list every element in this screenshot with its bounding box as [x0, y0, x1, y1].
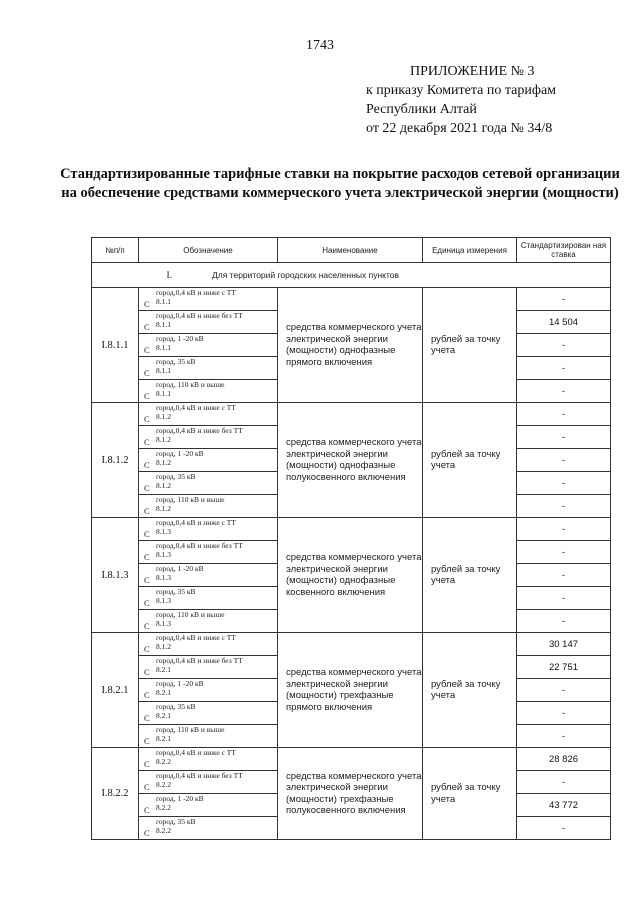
designation-sub: 8.1.2	[156, 481, 171, 490]
designation-text: город,0,4 кВ и ниже без ТТ	[156, 656, 243, 665]
designation-c: С	[144, 299, 150, 309]
designation-cell	[139, 426, 278, 449]
designation-sub: 8.2.1	[156, 734, 171, 743]
designation-cell	[139, 748, 278, 771]
group-unit: рублей за точку учета	[423, 633, 517, 748]
table-row	[92, 518, 611, 541]
designation-cell	[139, 656, 278, 679]
designation-text: город, 1 -20 кВ	[156, 679, 204, 688]
designation-c: С	[144, 552, 150, 562]
group-name: средства коммерческого учета электрической энергии (мощности) трехфазные прямого включения	[278, 633, 423, 748]
designation-c: С	[144, 713, 150, 723]
header-unit: Единица измерения	[423, 238, 517, 263]
designation-text: город,0,4 кВ и ниже с ТТ	[156, 748, 236, 757]
designation-text: город,0,4 кВ и ниже без ТТ	[156, 541, 243, 550]
table-header-row	[92, 238, 611, 263]
section-number: I.	[166, 270, 172, 281]
header-name: Наименование	[278, 238, 423, 263]
designation-c: С	[144, 322, 150, 332]
designation-sub: 8.2.2	[156, 803, 171, 812]
designation-sub: 8.1.1	[156, 297, 171, 306]
rate-cell: -	[517, 357, 611, 380]
designation-text: город, 35 кВ	[156, 817, 196, 826]
document-title: Стандартизированные тарифные ставки на покрытие расходов сетевой организации на обеспечение средствами коммерческого учета электрической энергии (мощности)	[60, 166, 620, 201]
designation-sub: 8.1.1	[156, 389, 171, 398]
rate-cell: 28 826	[517, 748, 611, 771]
designation-sub: 8.1.3	[156, 619, 171, 628]
designation-sub: 8.1.3	[156, 596, 171, 605]
designation-sub: 8.1.2	[156, 642, 171, 651]
group-unit: рублей за точку учета	[423, 748, 517, 840]
rate-cell: -	[517, 495, 611, 518]
rate-cell: -	[517, 564, 611, 587]
designation-text: город,0,4 кВ и ниже без ТТ	[156, 311, 243, 320]
group-name: средства коммерческого учета электрической энергии (мощности) однофазные прямого включения	[278, 288, 423, 403]
designation-c: С	[144, 621, 150, 631]
designation-sub: 8.1.1	[156, 366, 171, 375]
designation-text: город, 1 -20 кВ	[156, 449, 204, 458]
designation-cell	[139, 518, 278, 541]
rate-cell: 22 751	[517, 656, 611, 679]
group-unit: рублей за точку учета	[423, 518, 517, 633]
designation-cell	[139, 472, 278, 495]
table-row	[92, 633, 611, 656]
group-name: средства коммерческого учета электрической энергии (мощности) однофазные косвенного включения	[278, 518, 423, 633]
designation-cell	[139, 633, 278, 656]
designation-text: город, 110 кВ и выше	[156, 725, 225, 734]
designation-text: город, 35 кВ	[156, 357, 196, 366]
designation-cell	[139, 702, 278, 725]
designation-cell	[139, 725, 278, 748]
designation-text: город, 1 -20 кВ	[156, 334, 204, 343]
appendix-order-line: к приказу Комитета по тарифам	[366, 83, 557, 98]
designation-text: город, 35 кВ	[156, 472, 196, 481]
designation-cell	[139, 610, 278, 633]
designation-text: город,0,4 кВ и ниже с ТТ	[156, 403, 236, 412]
designation-c: С	[144, 736, 150, 746]
rate-cell: -	[517, 725, 611, 748]
group-code: I.8.2.2	[92, 748, 139, 840]
designation-text: город,0,4 кВ и ниже с ТТ	[156, 518, 236, 527]
designation-cell	[139, 679, 278, 702]
rate-cell: -	[517, 541, 611, 564]
designation-sub: 8.1.1	[156, 343, 171, 352]
designation-cell	[139, 380, 278, 403]
header-designation: Обозначение	[139, 238, 278, 263]
designation-text: город, 35 кВ	[156, 587, 196, 596]
section-cell	[92, 263, 611, 288]
designation-sub: 8.1.3	[156, 527, 171, 536]
tariff-table	[91, 237, 611, 840]
rate-cell: -	[517, 426, 611, 449]
designation-sub: 8.1.2	[156, 412, 171, 421]
designation-c: С	[144, 805, 150, 815]
designation-cell	[139, 288, 278, 311]
designation-cell	[139, 357, 278, 380]
designation-cell	[139, 771, 278, 794]
group-code: I.8.1.2	[92, 403, 139, 518]
rate-cell: -	[517, 610, 611, 633]
designation-sub: 8.2.2	[156, 780, 171, 789]
designation-c: С	[144, 529, 150, 539]
designation-cell	[139, 564, 278, 587]
rate-cell: -	[517, 702, 611, 725]
section-label: Для территорий городских населенных пунктов	[212, 269, 400, 280]
rate-cell: -	[517, 518, 611, 541]
appendix-date-line: от 22 декабря 2021 года № 34/8	[366, 121, 553, 136]
designation-sub: 8.2.1	[156, 688, 171, 697]
section-row	[92, 263, 611, 288]
designation-c: С	[144, 506, 150, 516]
designation-cell	[139, 794, 278, 817]
rate-cell: -	[517, 449, 611, 472]
designation-c: С	[144, 667, 150, 677]
group-unit: рублей за точку учета	[423, 403, 517, 518]
table-row	[92, 288, 611, 311]
appendix-header	[366, 62, 556, 138]
designation-sub: 8.1.2	[156, 435, 171, 444]
designation-sub: 8.1.3	[156, 550, 171, 559]
designation-c: С	[144, 690, 150, 700]
designation-text: город, 110 кВ и выше	[156, 495, 225, 504]
designation-sub: 8.2.1	[156, 665, 171, 674]
designation-text: город,0,4 кВ и ниже без ТТ	[156, 771, 243, 780]
appendix-region-line: Республики Алтай	[366, 102, 477, 117]
rate-cell: -	[517, 587, 611, 610]
designation-sub: 8.2.1	[156, 711, 171, 720]
appendix-title: ПРИЛОЖЕНИЕ № 3	[410, 64, 535, 79]
group-name: средства коммерческого учета электрической энергии (мощности) однофазные полукосвенного включения	[278, 403, 423, 518]
group-name: средства коммерческого учета электрической энергии (мощности) трехфазные полукосвенного включения	[278, 748, 423, 840]
designation-c: С	[144, 575, 150, 585]
rate-cell: -	[517, 380, 611, 403]
header-rate: Стандартизирован ная ставка	[517, 238, 611, 263]
rate-cell: 14 504	[517, 311, 611, 334]
designation-text: город, 1 -20 кВ	[156, 794, 204, 803]
rate-cell: -	[517, 334, 611, 357]
designation-cell	[139, 587, 278, 610]
table-row	[92, 748, 611, 771]
designation-sub: 8.2.2	[156, 757, 171, 766]
rate-cell: -	[517, 679, 611, 702]
designation-text: город,0,4 кВ и ниже с ТТ	[156, 288, 236, 297]
rate-cell: -	[517, 771, 611, 794]
rate-cell: 43 772	[517, 794, 611, 817]
designation-sub: 8.1.2	[156, 504, 171, 513]
designation-text: город,0,4 кВ и ниже без ТТ	[156, 426, 243, 435]
designation-c: С	[144, 759, 150, 769]
designation-c: С	[144, 828, 150, 838]
designation-sub: 8.1.2	[156, 458, 171, 467]
rate-cell: -	[517, 817, 611, 840]
designation-cell	[139, 449, 278, 472]
designation-c: С	[144, 460, 150, 470]
designation-sub: 8.2.2	[156, 826, 171, 835]
designation-c: С	[144, 437, 150, 447]
designation-cell	[139, 495, 278, 518]
designation-text: город, 35 кВ	[156, 702, 196, 711]
rate-cell: 30 147	[517, 633, 611, 656]
designation-cell	[139, 817, 278, 840]
table-row	[92, 403, 611, 426]
rate-cell: -	[517, 472, 611, 495]
designation-text: город,0,4 кВ и ниже с ТТ	[156, 633, 236, 642]
designation-c: С	[144, 483, 150, 493]
rate-cell: -	[517, 288, 611, 311]
group-unit: рублей за точку учета	[423, 288, 517, 403]
group-code: I.8.2.1	[92, 633, 139, 748]
designation-cell	[139, 311, 278, 334]
designation-c: С	[144, 414, 150, 424]
designation-c: С	[144, 345, 150, 355]
designation-sub: 8.1.1	[156, 320, 171, 329]
designation-c: С	[144, 391, 150, 401]
page-number: 1743	[306, 38, 334, 53]
rate-cell: -	[517, 403, 611, 426]
designation-text: город, 110 кВ и выше	[156, 380, 225, 389]
designation-text: город, 110 кВ и выше	[156, 610, 225, 619]
designation-sub: 8.1.3	[156, 573, 171, 582]
designation-c: С	[144, 782, 150, 792]
designation-cell	[139, 403, 278, 426]
designation-text: город, 1 -20 кВ	[156, 564, 204, 573]
designation-c: С	[144, 644, 150, 654]
designation-c: С	[144, 368, 150, 378]
group-code: I.8.1.3	[92, 518, 139, 633]
designation-cell	[139, 541, 278, 564]
header-num: №п/п	[92, 238, 139, 263]
designation-cell	[139, 334, 278, 357]
group-code: I.8.1.1	[92, 288, 139, 403]
designation-c: С	[144, 598, 150, 608]
